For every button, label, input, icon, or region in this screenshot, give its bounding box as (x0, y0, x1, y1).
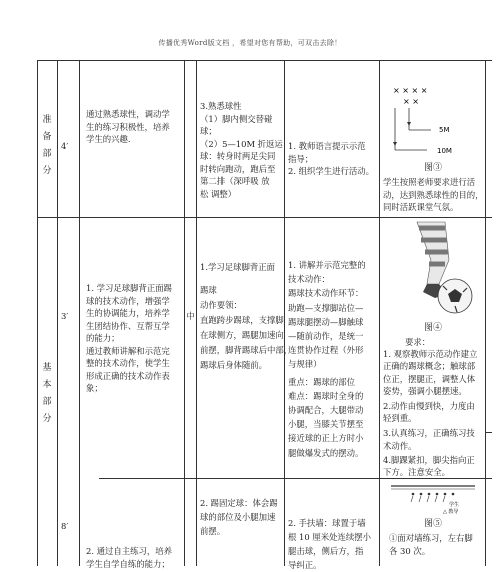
table-col-divider (379, 60, 380, 566)
content-line: 1.学习足球脚背正面 (200, 262, 275, 272)
wall-drill-diagram-figure-5 (383, 482, 483, 516)
table-col-divider (79, 60, 80, 566)
notes-line: 同时活跃课堂气氛。 (383, 202, 459, 212)
teacher-line: 1. 教师语言提示示范 (288, 141, 366, 151)
lesson-plan-table (37, 60, 492, 570)
teacher-line: 连贯协作过程（外形 (288, 345, 364, 356)
goal-cell (86, 108, 170, 146)
notes-cell (389, 532, 473, 558)
goal-cell (86, 282, 172, 395)
teacher-line: 2. 组织学生进行活动。 (288, 166, 375, 176)
goal-line: 1. 学习足球脚背正面踢 (86, 283, 173, 293)
goal-line: 生的练习积极性，培养 (86, 121, 170, 132)
teacher-line: 与规律） (288, 359, 322, 370)
goal-cell (86, 545, 172, 570)
goal-line: 的能力； (86, 333, 120, 343)
table-row-divider (37, 217, 492, 218)
goal-line: 通过教师讲解和示范完 (86, 345, 170, 356)
goal-line: 球的技术动作，增强学 (86, 295, 170, 306)
notes-line: ①面对墙练习，左右脚 (389, 533, 473, 543)
goal-line: 学生的兴趣. (86, 134, 131, 144)
teacher-line: 难点：踢球时全身的 (288, 390, 364, 401)
notes-cell (383, 336, 477, 478)
notes-line: 1. 观察教师示范动作建立 (383, 349, 478, 360)
content-line: 踢球后身体随前。 (200, 360, 267, 370)
teacher-line: 协调配合，大腿带动 (288, 405, 364, 416)
content-cell (200, 496, 278, 538)
distance-label: 5M (439, 126, 450, 134)
figure-caption: 图⑤ (423, 519, 442, 529)
figure-caption: 图③ (423, 163, 442, 173)
teacher-line: 2. 手扶墙：球置于墙 (288, 518, 366, 528)
section-label-warmup (41, 112, 53, 180)
goal-line: 通过熟悉球性，调动学 (86, 109, 170, 119)
student-marks (411, 493, 454, 502)
content-line: 前摆，脚背踢球后中部， (200, 345, 293, 355)
content-line: （1）脚内侧交替碰 (200, 113, 273, 124)
teacher-line: 小腿，当膝关节摆至 (288, 419, 364, 430)
notes-line: 下方。注意安全。 (383, 467, 450, 478)
distance-label: 10M (437, 147, 452, 155)
notes-line: 动，达到熟悉球性的目的， (383, 189, 484, 200)
table-col-divider (196, 60, 197, 566)
table-edge-tick (485, 432, 492, 433)
player-marks: × × × × (393, 86, 428, 95)
content-line: 球； (200, 126, 217, 136)
teacher-line: 腿做爆发式的摆动。 (288, 447, 364, 458)
goal-line: 形成正确的技术动作表 (86, 370, 170, 381)
table-border-right (485, 60, 486, 566)
teacher-line: 1. 讲解并示范完整的 (288, 260, 366, 270)
notes-line: 4.脚踝紧扣，脚尖指向正 (383, 454, 475, 465)
teacher-line: 接近球的正上方时小 (288, 433, 364, 444)
section-label-main (41, 360, 53, 428)
content-line: 球的部位及小腿加速 (200, 512, 276, 522)
table-border-left (37, 60, 38, 566)
content-line: 松 调整） (200, 188, 237, 199)
goal-line: 生团结协作、互帮互学 (86, 320, 170, 331)
section-label-text: 准 备 部 分 (42, 115, 52, 176)
section-label-text: 基 本 部 分 (42, 363, 52, 424)
figure-caption: 图④ (423, 323, 442, 333)
teacher-line: 助跑—支撑脚站位— (288, 302, 364, 313)
teacher-line: 指导； (288, 153, 314, 164)
notes-line: 各 30 次。 (389, 546, 431, 556)
notes-line: 术动作。 (383, 440, 417, 451)
goal-line: 学生自学自练的能力； (86, 558, 170, 569)
content-line: （2）5—10M 折返运 (200, 138, 283, 149)
drill-diagram-figure-3 (383, 84, 483, 160)
goal-line: 整的技术动作，使学生 (86, 358, 170, 368)
time-cell: 4′ (61, 141, 69, 151)
teacher-cell (288, 516, 371, 572)
arrow-icon (393, 142, 397, 146)
content-line: 前摆。 (200, 526, 226, 536)
teacher-line: 踢球技术动作环节： (288, 288, 364, 299)
legend-student: 学生 (449, 502, 460, 508)
notes-line: 学生按照老师要求进行活 (383, 177, 476, 187)
content-line: 第二排（深呼吸 放 (200, 176, 270, 186)
notes-line: 3.认真练习，正确练习技 (383, 428, 475, 439)
content-line: 2. 踢固定球：体会踢 (200, 498, 278, 508)
table-border-top (37, 60, 492, 61)
teacher-line: 踢球腿摆动—脚触球 (288, 316, 364, 327)
goal-line: 象； (86, 383, 103, 393)
time-cell: 8′ (61, 521, 69, 531)
content-line: 时转向跑动，跑后至 (200, 163, 276, 174)
page-header: 传播优秀Word版文档 ，希望对您有帮助，可双击去除！ (158, 39, 342, 47)
teacher-cell (288, 140, 374, 178)
teacher-line: 腿击球，侧后方，指 (288, 546, 364, 556)
teacher-cell (288, 258, 366, 460)
content-cell (200, 260, 292, 373)
notes-title: 要求： (405, 337, 431, 347)
content-line: 球：转身时两足尖同 (200, 151, 276, 161)
table-col-divider (57, 60, 58, 566)
teacher-line: 根 10 厘米处连续摆小 (288, 532, 371, 542)
content-line: 直跑跨步踢球，支撑脚 (200, 315, 284, 325)
kicking-illustration-figure-4 (387, 220, 482, 320)
content-line: 在球侧方，踢腿加速向 (200, 330, 284, 340)
player-marks: × × (403, 97, 419, 106)
notes-line: 位正，摆腿正，调整人体 (383, 373, 476, 384)
teacher-line: —随前动作，是统一 (288, 331, 364, 342)
notes-line: 姿势，强调小腿摆速。 (383, 385, 467, 396)
content-line: 3.熟悉球性 (200, 101, 242, 111)
legend-teacher: △ 教导 (443, 509, 459, 515)
notes-line: 轻到重。 (383, 413, 417, 424)
goal-line: 生的协调能力，培养学 (86, 308, 170, 318)
notes-line: 2.动作由慢到快，力度由 (383, 401, 475, 412)
teacher-line: 重点：踢球的部位 (288, 376, 355, 387)
soccer-ball-icon (438, 279, 472, 313)
time-cell: 3′ (61, 311, 69, 321)
teacher-line: 导纠正。 (288, 560, 322, 570)
teacher-line: 技术动作： (288, 274, 330, 285)
notes-line: 正确的踢球概念；触球部 (383, 361, 476, 372)
notes-cell (383, 176, 484, 214)
content-line: 踢球 (200, 285, 217, 295)
goal-line: 2. 通过自主练习，培养 (86, 546, 173, 556)
arrow-icon (407, 122, 411, 126)
content-line: 动作要领： (200, 300, 242, 310)
level-cell: 中 (186, 311, 195, 321)
content-cell (200, 100, 283, 200)
